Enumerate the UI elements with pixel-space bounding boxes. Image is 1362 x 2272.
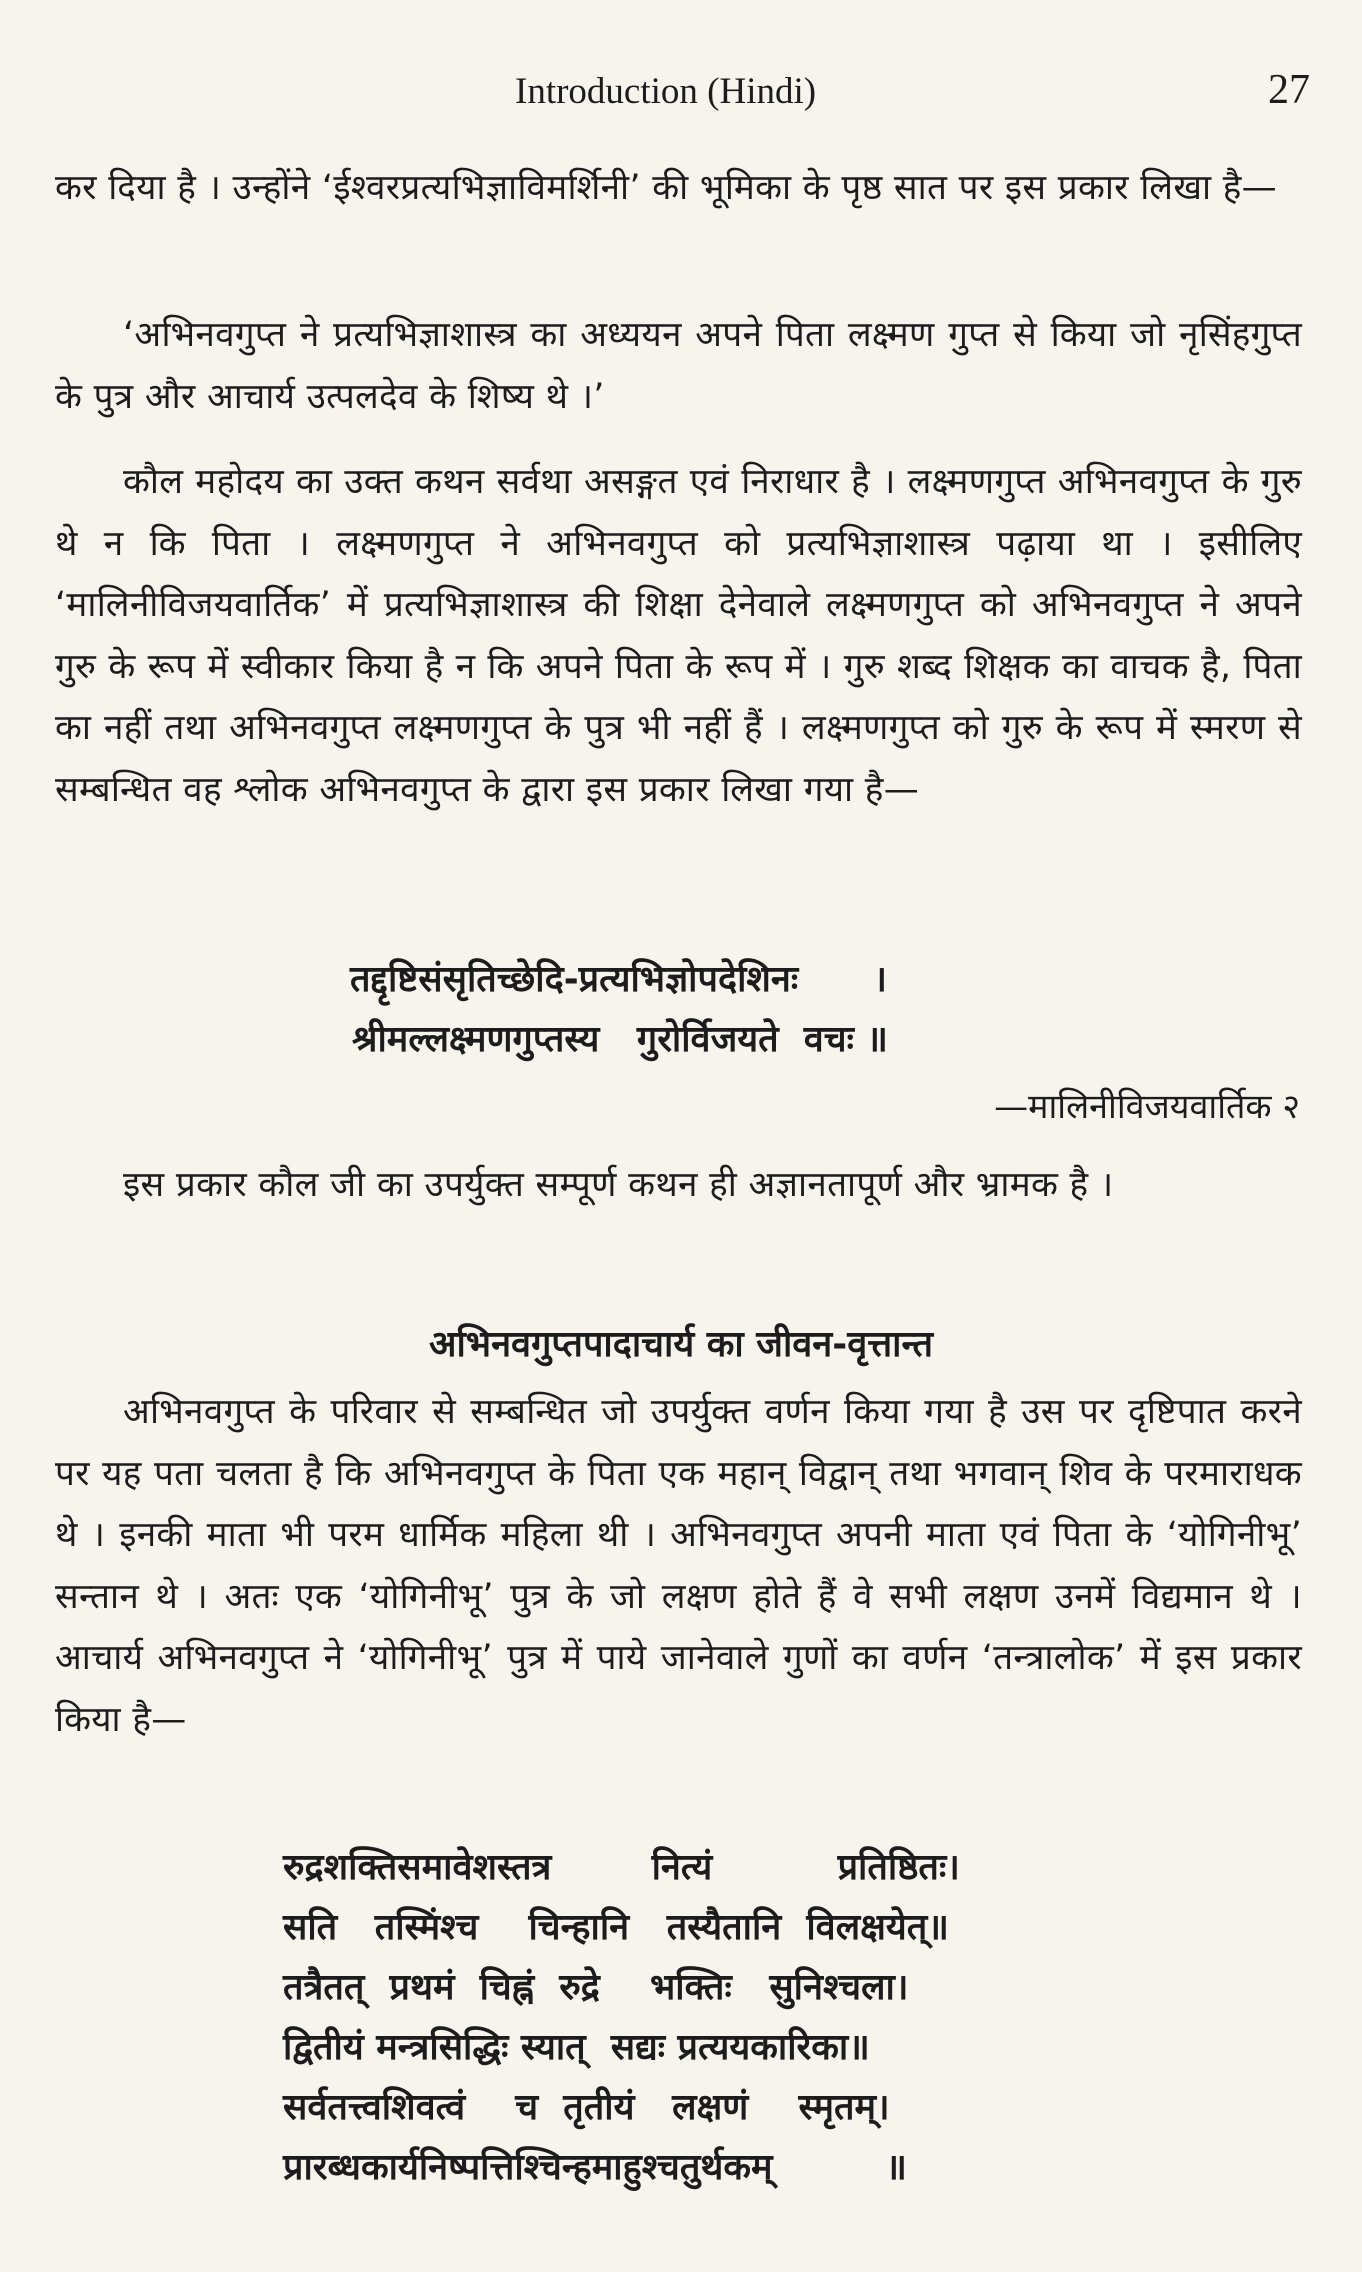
section-heading: अभिनवगुप्तपादाचार्य का जीवन-वृत्तान्त — [428, 1324, 934, 1365]
verse-line: प्रारब्धकार्यनिष्पत्तिश्चिन्हमाहुश्चतुर्थकम् ॥ — [283, 2147, 907, 2188]
verse-line: तत्रैतत् प्रथमं चिह्नं रुद्रे भक्तिः सुनिश्चला। — [283, 1967, 909, 2008]
running-header — [0, 60, 1362, 120]
paragraph-3: कौल महोदय का उक्त कथन सर्वथा असङ्गत एवं निराधार है । लक्ष्मणगुप्त अभिनवगुप्त के गुरु थे न कि पिता । लक्ष्मणगुप्त ने अभिनवगुप्त को प्रत्यभिज्ञाशास्त्र पढ़ाया था । इसीलिए ‘मालिनीविजयवार्तिक’ में प्रत्यभिज्ञाशास्त्र की शिक्षा देनेवाले लक्ष्मणगुप्त को अभिनवगुप्त ने अपने गुरु के रूप में स्वीकार किया है न कि अपने पिता के रूप में । गुरु शब्द शिक्षक का वाचक है, पिता का नहीं तथा अभिनवगुप्त लक्ष्मणगुप्त के पुत्र भी नहीं हैं । लक्ष्मणगुप्त को गुरु के रूप में स्मरण से सम्बन्धित वह श्लोक अभिनवगुप्त के द्वारा इस प्रकार लिखा गया है— — [55, 462, 1302, 810]
running-title: Introduction (Hindi) — [515, 71, 817, 112]
paragraph-5: अभिनवगुप्त के परिवार से सम्बन्धित जो उपर्युक्त वर्णन किया गया है उस पर दृष्टिपात करने पर यह पता चलता है कि अभिनवगुप्त के पिता एक महान् विद्वान् तथा भगवान् शिव के परमाराधक थे । इनकी माता भी परम धार्मिक महिला थी । अभिनवगुप्त अपनी माता एवं पिता के ‘योगिनीभू’ सन्तान थे । अतः एक ‘योगिनीभू’ पुत्र के जो लक्षण होते हैं वे सभी लक्षण उनमें विद्यमान थे । आचार्य अभिनवगुप्त ने ‘योगिनीभू’ पुत्र में पाये जानेवाले गुणों का वर्णन ‘तन्त्रालोक’ में इस प्रकार किया है— — [55, 1392, 1302, 1740]
verse-line: द्वितीयं मन्त्रसिद्धिः स्यात् सद्यः प्रत्ययकारिका॥ — [283, 2027, 870, 2068]
verse-block-1 — [350, 950, 888, 1070]
verse-line: सति तस्मिंश्च चिन्हानि तस्यैतानि विलक्षयेत्॥ — [283, 1907, 949, 1948]
verse-line: तद्दृष्टिसंसृतिच्छेदि-प्रत्यभिज्ञोपदेशिनः । — [350, 959, 887, 1000]
verse-block-2 — [283, 1838, 960, 2198]
paragraph-1: कर दिया है । उन्होंने ‘ईश्वरप्रत्यभिज्ञाविमर्शिनी’ की भूमिका के पृष्ठ सात पर इस प्रकार लिखा है— — [55, 168, 1277, 208]
paragraph-2-quote: ‘अभिनवगुप्त ने प्रत्यभिज्ञाशास्त्र का अध्ययन अपने पिता लक्ष्मण गुप्त से किया जो नृसिंहगुप्त के पुत्र और आचार्य उत्पलदेव के शिष्य थे ।’ — [55, 315, 1302, 417]
page-number: 27 — [1268, 67, 1310, 113]
verse-line: श्रीमल्लक्ष्मणगुप्तस्य गुरोर्विजयते वचः ॥ — [352, 1019, 888, 1060]
paragraph-4: इस प्रकार कौल जी का उपर्युक्त सम्पूर्ण कथन ही अज्ञानतापूर्ण और भ्रामक है । — [123, 1165, 1114, 1205]
verse-line: सर्वतत्त्वशिवत्वं च तृतीयं लक्षणं स्मृतम्। — [283, 2087, 890, 2128]
verse-attribution: —मालिनीविजयवार्तिक २ — [994, 1087, 1300, 1127]
verse-line: रुद्रशक्तिसमावेशस्तत्र नित्यं प्रतिष्ठितः। — [283, 1847, 960, 1888]
